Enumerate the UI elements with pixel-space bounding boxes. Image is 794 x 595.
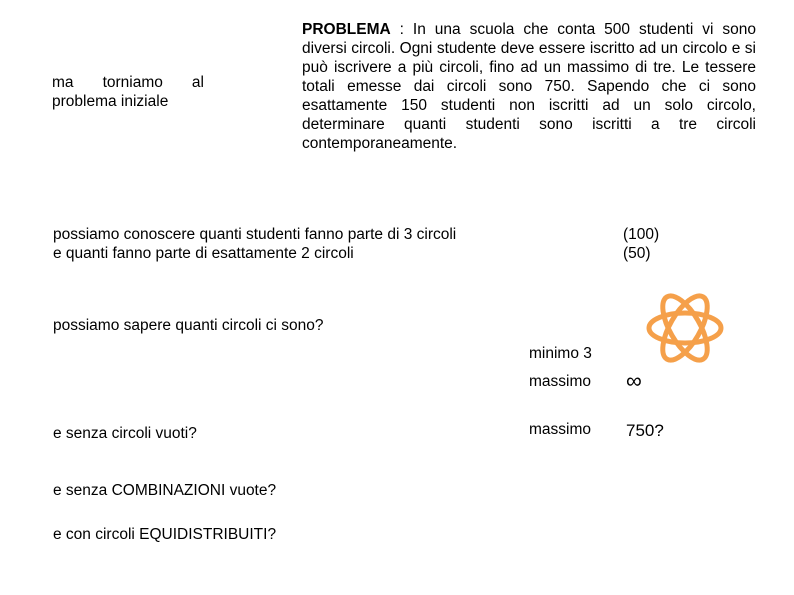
max-value-2: 750? (626, 421, 664, 440)
question-equidistributed-circles: e con circoli EQUIDISTRIBUITI? (53, 526, 277, 543)
infinity-value: ∞ (626, 368, 642, 393)
problem-text: : In una scuola che conta 500 studenti vi sono diversi circoli. Ogni studente deve essere iscritto ad un circolo e si può iscrivere a più circoli, fino ad un massimo di tre. Le tessere totali emesse dai circoli sono 750. Sapendo che ci sono esattamente 150 studenti non iscritti ad un solo circolo, determinare quanti studenti sono iscritti a tre circoli contemporaneamente. (302, 21, 756, 152)
problem-statement (302, 20, 756, 153)
question-circles-count: possiamo sapere quanti circoli ci sono? (53, 317, 324, 334)
min-label: minimo 3 (529, 345, 592, 362)
intro-line-2: problema iniziale (52, 93, 169, 110)
question-no-empty-combinations: e senza COMBINAZIONI vuote? (53, 482, 277, 499)
facts-value-2: (50) (623, 245, 651, 262)
question-no-empty-circles: e senza circoli vuoti? (53, 425, 197, 442)
max-label-2: massimo (529, 421, 592, 438)
intro-text (52, 73, 204, 111)
facts-value-1: (100) (623, 226, 660, 243)
facts-line-2: e quanti fanno parte di esattamente 2 circoli (53, 245, 354, 262)
facts-line-1: possiamo conoscere quanti studenti fanno parte di 3 circoli (53, 226, 457, 243)
problem-title: PROBLEMA (302, 21, 391, 38)
atom-orbit-1 (649, 313, 721, 343)
max-label-1: massimo (529, 373, 592, 390)
intro-line-1: ma torniamo al (52, 74, 204, 91)
atom-icon (646, 289, 724, 367)
